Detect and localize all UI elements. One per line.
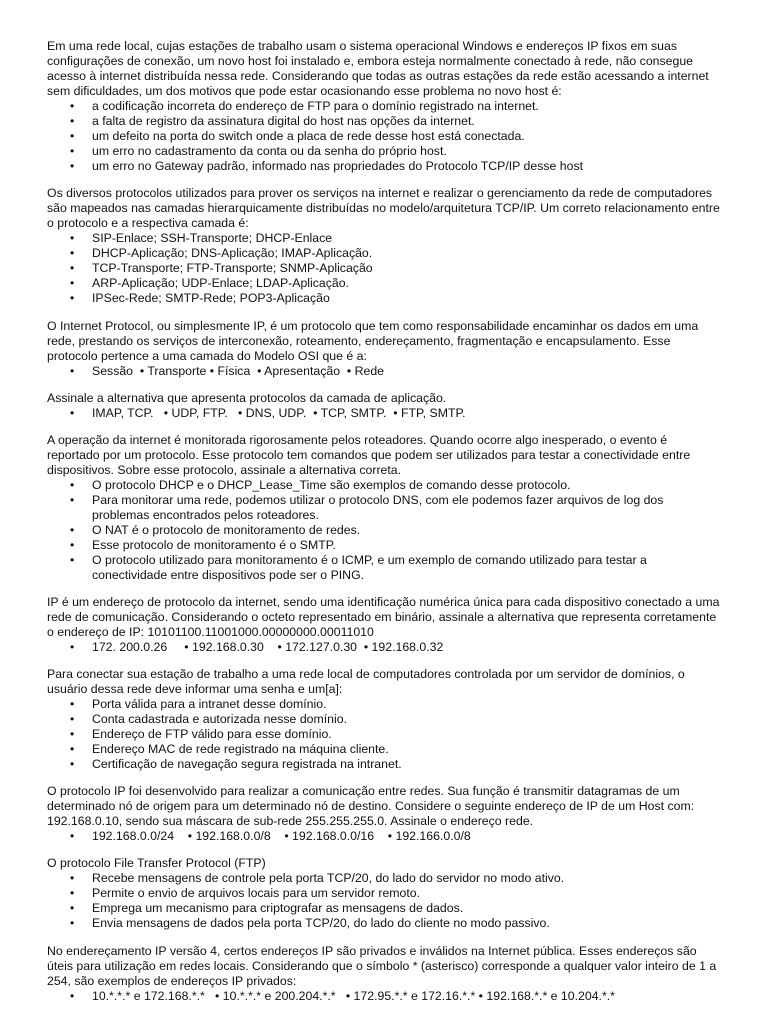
question-stem: A operação da internet é monitorada rigorosamente pelos roteadores. Quando ocorre algo inesperado, o evento é reportado por um protocolo. Esse protocolo tem comandos que podem ser utilizados para testar a conectividade entre dispositivos. Sobre esse protocolo, assinale a alternativa correta. <box>47 433 691 477</box>
option-item: • Esse protocolo de monitoramento é o SMTP. <box>47 538 720 553</box>
option-list <box>47 231 720 306</box>
question-4 <box>47 391 720 421</box>
question-5 <box>47 433 720 583</box>
option-list <box>47 406 720 421</box>
option-item: • SIP-Enlace; SSH-Transporte; DHCP-Enlace <box>47 231 720 246</box>
option-item: • um erro no Gateway padrão, informado nas propriedades do Protocolo TCP/IP desse host <box>47 159 720 174</box>
question-stem: O Internet Protocol, ou simplesmente IP, é um protocolo que tem como responsabilidade encaminhar os dados em uma rede, prestando os serviços de interconexão, roteamento, endereçamento, fragmentação e encapsulamento. Esse protocolo pertence a uma camada do Modelo OSI que é a: <box>47 319 699 363</box>
option-item: • Emprega um mecanismo para criptografar as mensagens de dados. <box>47 901 720 916</box>
option-list <box>47 640 720 655</box>
option-item: • DHCP-Aplicação; DNS-Aplicação; IMAP-Aplicação. <box>47 246 720 261</box>
option-item: • ARP-Aplicação; UDP-Enlace; LDAP-Aplicação. <box>47 276 720 291</box>
option-item: • Porta válida para a intranet desse domínio. <box>47 697 720 712</box>
option-list <box>47 829 720 844</box>
question-3 <box>47 319 720 379</box>
option-item: • Para monitorar uma rede, podemos utilizar o protocolo DNS, com ele podemos fazer arquivos de log dos problemas encontrados pelos roteadores. <box>47 493 720 523</box>
question-stem: O protocolo File Transfer Protocol (FTP) <box>47 856 266 870</box>
option-item: • Endereço MAC de rede registrado na máquina cliente. <box>47 742 720 757</box>
option-item: • a falta de registro da assinatura digital do host nas opções da internet. <box>47 114 720 129</box>
question-6 <box>47 595 720 655</box>
question-stem: O protocolo IP foi desenvolvido para realizar a comunicação entre redes. Sua função é transmitir datagramas de um determinado nó de origem para um determinado nó de destino. Considere o seguinte endereço de IP de um Host com: 192.168.0.10, sendo sua máscara de sub-rede 255.255.255.0. Assinale o endereço rede. <box>47 784 695 828</box>
option-item: • Permite o envio de arquivos locais para um servidor remoto. <box>47 886 720 901</box>
option-item: • Certificação de navegação segura registrada na intranet. <box>47 757 720 772</box>
question-9 <box>47 856 720 931</box>
option-item: • a codificação incorreta do endereço de FTP para o domínio registrado na internet. <box>47 99 720 114</box>
option-item: • O protocolo utilizado para monitoramento é o ICMP, e um exemplo de comando utilizado para testar a conectividade entre dispositivos pode ser o PING. <box>47 553 720 583</box>
option-list <box>47 697 720 772</box>
option-item: • Envia mensagens de dados pela porta TCP/20, do lado do cliente no modo passivo. <box>47 916 720 931</box>
option-list <box>47 871 720 931</box>
option-item: • Conta cadastrada e autorizada nesse domínio. <box>47 712 720 727</box>
option-item: • O NAT é o protocolo de monitoramento de redes. <box>47 523 720 538</box>
question-7 <box>47 667 720 772</box>
option-item: • um erro no cadastramento da conta ou da senha do próprio host. <box>47 144 720 159</box>
inline-options: • 10.*.*.* e 172.168.*.* • 10.*.*.* e 200.204.*.* • 172.95.*.* e 172.16.*.* • 192.168.*.* e 10.204.*.* <box>47 989 720 1004</box>
option-list <box>47 99 720 174</box>
option-list <box>47 364 720 379</box>
question-stem: Em uma rede local, cujas estações de trabalho usam o sistema operacional Windows e endereços IP fixos em suas configurações de conexão, um novo host foi instalado e, embora esteja normalmente conectado à rede, não consegue acesso à internet distribuída nessa rede. Considerando que todas as outras estações da rede estão acessando a internet sem dificuldades, um dos motivos que pode estar ocasionando esse problema no novo host é: <box>47 39 709 98</box>
question-stem: Os diversos protocolos utilizados para prover os serviços na internet e realizar o gerenciamento da rede de computadores são mapeados nas camadas hierarquicamente distribuídas no modelo/arquitetura TCP/IP. Um correto relacionamento entre o protocolo e a respectiva camada é: <box>47 186 720 230</box>
option-item: • TCP-Transporte; FTP-Transporte; SNMP-Aplicação <box>47 261 720 276</box>
inline-options: • IMAP, TCP. • UDP, FTP. • DNS, UDP. • TCP, SMTP. • FTP, SMTP. <box>47 406 720 421</box>
option-item: • Recebe mensagens de controle pela porta TCP/20, do lado do servidor no modo ativo. <box>47 871 720 886</box>
question-10 <box>47 944 720 1004</box>
option-item: • IPSec-Rede; SMTP-Rede; POP3-Aplicação <box>47 291 720 306</box>
question-8 <box>47 784 720 844</box>
option-list <box>47 989 720 1004</box>
question-stem: IP é um endereço de protocolo da internet, sendo uma identificação numérica única para cada dispositivo conectado a uma rede de comunicação. Considerando o octeto representado em binário, assinale a alternativa que representa corretamente o endereço de IP: 10101100.11001000.00000000.00011010 <box>47 595 720 639</box>
option-item: • Endereço de FTP válido para esse domínio. <box>47 727 720 742</box>
inline-options: • 192.168.0.0/24 • 192.168.0.0/8 • 192.168.0.0/16 • 192.166.0.0/8 <box>47 829 720 844</box>
question-1 <box>47 39 720 174</box>
question-stem: Assinale a alternativa que apresenta protocolos da camada de aplicação. <box>47 391 447 405</box>
option-item: • um defeito na porta do switch onde a placa de rede desse host está conectada. <box>47 129 720 144</box>
question-2 <box>47 186 720 306</box>
inline-options: • Sessão • Transporte • Física • Apresentação • Rede <box>47 364 720 379</box>
option-item: • O protocolo DHCP e o DHCP_Lease_Time são exemplos de comando desse protocolo. <box>47 478 720 493</box>
inline-options: • 172. 200.0.26 • 192.168.0.30 • 172.127.0.30 • 192.168.0.32 <box>47 640 720 655</box>
option-list <box>47 478 720 583</box>
question-stem: Para conectar sua estação de trabalho a uma rede local de computadores controlada por um servidor de domínios, o usuário dessa rede deve informar uma senha e um[a]: <box>47 667 685 696</box>
question-stem: No endereçamento IP versão 4, certos endereços IP são privados e inválidos na Internet pública. Esses endereços são úteis para utilização em redes locais. Considerando que o símbolo * (asterisco) corresponde a qualquer valor inteiro de 1 a 254, são exemplos de endereços IP privados: <box>47 944 717 988</box>
